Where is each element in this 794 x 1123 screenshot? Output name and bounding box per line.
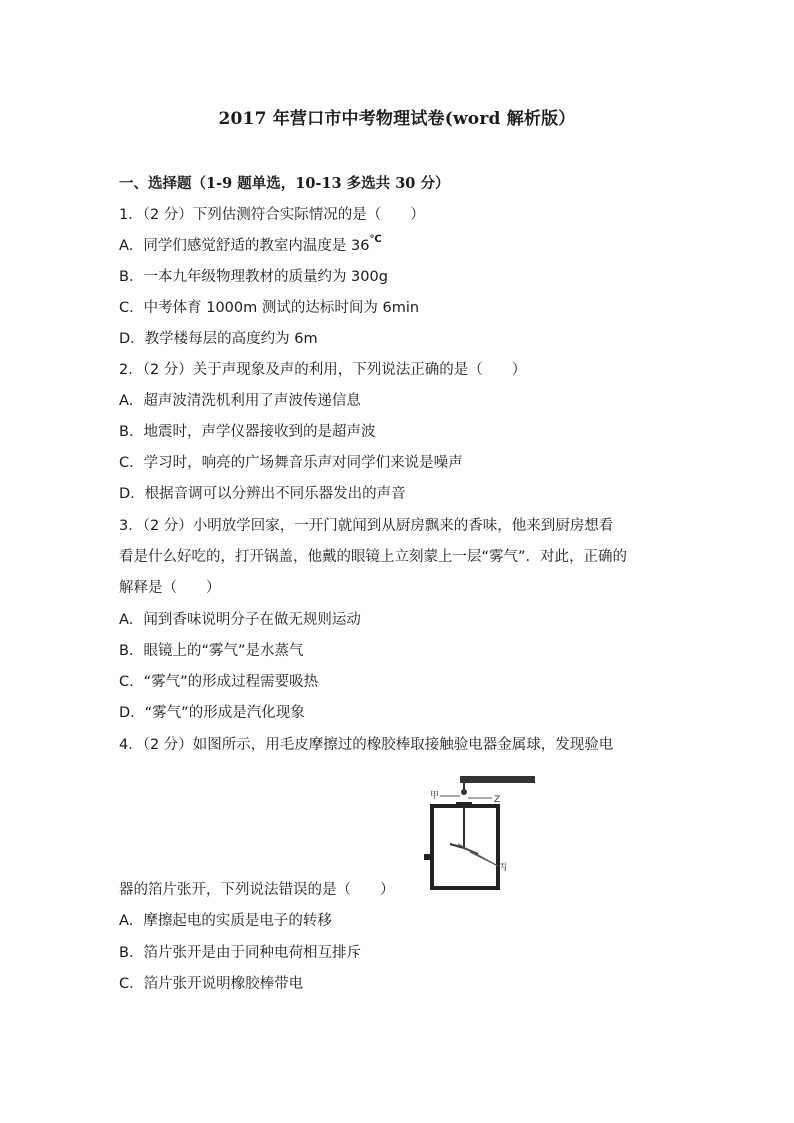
question-2-option-b: B．地震时，声学仪器接收到的是超声波	[119, 424, 376, 440]
question-3-stem-line2: 看是什么好吃的，打开锅盖，他戴的眼镜上立刻蒙上一层“雾气”．对此，正确的	[119, 549, 628, 565]
page-title: 2017 年营口市中考物理试卷(word 解析版）	[218, 109, 576, 129]
question-4-option-b: B．箔片张开是由于同种电荷相互排斥	[119, 945, 361, 961]
question-1-option-c: C．中考体育 1000m 测试的达标时间为 6min	[119, 300, 420, 316]
label-jia: 甲	[430, 791, 440, 801]
label-yi: Z	[494, 795, 501, 805]
question-4-option-a: A．摩擦起电的实质是电子的转移	[119, 913, 332, 929]
question-1-stem: 1．（2 分）下列估测符合实际情况的是（ ）	[119, 207, 425, 223]
question-2-option-c: C．学习时，响亮的广场舞音乐声对同学们来说是噪声	[119, 455, 463, 471]
question-3-stem-line1: 3．（2 分）小明放学回家，一开门就闻到从厨房飘来的香味，他来到厨房想看	[119, 518, 614, 534]
question-1-option-d: D．教学楼每层的高度约为 6m	[119, 331, 318, 347]
section-heading: 一、选择题（1-9 题单选，10-13 多选共 30 分）	[119, 175, 450, 192]
question-1-option-b: B．一本九年级物理教材的质量约为 300g	[119, 269, 388, 285]
question-2-option-a: A．超声波清洗机利用了声波传递信息	[119, 393, 361, 409]
question-3-option-a: A．闻到香味说明分子在做无规则运动	[119, 612, 361, 628]
question-2-stem: 2．（2 分）关于声现象及声的利用，下列说法正确的是（ ）	[119, 362, 527, 378]
question-3-option-d: D．“雾气”的形成是汽化现象	[119, 705, 305, 721]
question-4-stem-line1: 4．（2 分）如图所示，用毛皮摩擦过的橡胶棒取接触验电器金属球，发现验电	[119, 737, 614, 753]
question-3-option-b: B．眼镜上的“雾气”是水蒸气	[119, 643, 304, 659]
question-4-stem-line2: 器的箔片张开，下列说法错误的是（ ）	[119, 882, 395, 898]
rubber-rod	[460, 776, 535, 783]
question-2-option-d: D．根据音调可以分辨出不同乐器发出的声音	[119, 486, 406, 502]
question-3-stem-line3: 解释是（ ）	[119, 580, 221, 596]
metal-ball	[461, 789, 467, 795]
electroscope-figure	[420, 766, 540, 896]
question-3-option-c: C．“雾气”的形成过程需要吸热	[119, 674, 319, 690]
option-text: A．同学们感觉舒适的教室内温度是 36	[119, 238, 370, 254]
celsius-unit: ℃	[369, 234, 382, 245]
question-4-option-c: C．箔片张开说明橡胶棒带电	[119, 976, 304, 992]
label-bing: 丙	[498, 863, 508, 873]
question-1-option-a	[119, 236, 382, 258]
